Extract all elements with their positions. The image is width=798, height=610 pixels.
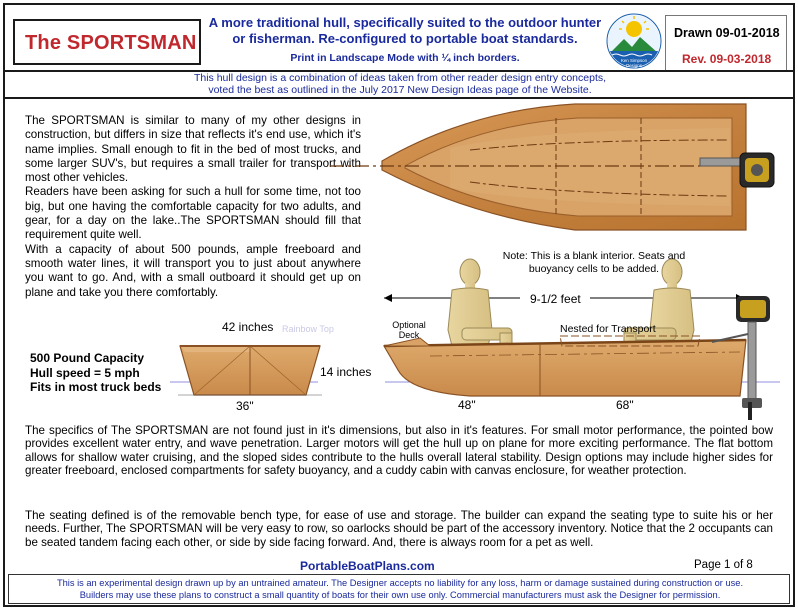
top-view-hull: [330, 104, 774, 230]
disclaimer-line: This is an experimental design drawn up by an untrained amateur. The Designer accepts no liability for any loss, harm or damage sustained during construction or use.: [56, 578, 744, 588]
disclaimer-text: [9, 577, 791, 601]
seating-paragraph: The seating defined is of the removable bench type, for ease of use and storage. The builder can expand the seating type to suite his or her needs. Further, The SPORTSMAN will be very easy to row, so oarlocks should be part of the accessory inventory. Notice that the 2 occupants can be seated tandem facing each other, or side by side facing forward. And, there is always room for a pet as well.: [25, 509, 773, 549]
page-title: The SPORTSMAN: [25, 32, 197, 54]
dim-68-label: 68": [616, 398, 634, 412]
paragraph: The SPORTSMAN is similar to many of my other designs in construction, but differs in size that reflects it's end use, which it's name implies. Small enough to fit in the bed of most trucks, and some larger SUV's, but requires a small trailer for transport with most other vehicles.: [25, 114, 361, 185]
revision-date: Rev. 09-03-2018: [682, 52, 772, 66]
optional-deck-label: Optional Deck: [392, 320, 426, 340]
bottom-width-label: 36": [236, 399, 254, 413]
svg-text:Ken Simpson: Ken Simpson: [620, 58, 648, 63]
depth-label: 14 inches: [320, 365, 372, 379]
fits-label: Fits in most truck beds: [30, 380, 162, 394]
page-number: Page 1 of 8: [694, 559, 753, 571]
capacity-block: [30, 351, 161, 395]
speed-label: Hull speed = 5 mph: [30, 365, 140, 380]
side-view-hull: [384, 259, 770, 420]
header-description: A more traditional hull, specifically suited to the outdoor hunter or fisherman. Re-configured to portable boat standards.: [208, 15, 602, 46]
paragraph: With a capacity of about 500 pounds, ample freeboard and smooth water lines, it will transport you to just about anywhere you want to go. And, with a small outboard it should get up on plane and take you there comfortably.: [25, 242, 361, 299]
dim-48-label: 48": [458, 398, 476, 412]
top-width-label: 42 inches: [222, 320, 274, 334]
nested-label: Nested for Transport: [560, 323, 656, 335]
interior-note: Note: This is a blank interior. Seats and buoyancy cells to be added.: [502, 250, 686, 275]
print-note: Print in Landscape Mode with ¼ inch borders.: [290, 52, 520, 64]
capacity-label: 500 Pound Capacity: [30, 351, 145, 365]
length-label: 9-1/2 feet: [530, 292, 581, 306]
svg-text:Designs: Designs: [626, 63, 642, 68]
paragraph: Readers have been asking for such a hull for some time, not too big, but one having the comfortable capacity for two adults, and gear, for a day on the lake..The SPORTSMAN should fill that requirement quite well.: [25, 185, 361, 242]
end-view-hull: [180, 346, 320, 395]
disclaimer-line: Builders may use these plans to construct a small quantity of boats for their own use only. Commercial manufacturers must ask the Designer for permission.: [79, 590, 721, 600]
drawn-date: Drawn 09-01-2018: [674, 26, 780, 40]
intro-text: This hull design is a combination of ideas taken from other reader design entry concepts, voted the best as outlined in the July 2017 New Design Ideas page of the Website.: [193, 72, 607, 96]
faint-label: Rainbow Top: [282, 324, 334, 334]
website-link[interactable]: PortableBoatPlans.com: [300, 559, 435, 573]
features-paragraph: The specifics of The SPORTSMAN are not found just in it's dimensions, but also in it's features. For small motor performance, the pointed bow provides excellent water entry, and wave penetration. Larger motors will get the hull up on plane for more exciting performance. The flat bottom allows for shallow water cruising, and the sloped sides contribute to the hulls overall lateral stability. Design options may include higher sides for greater freeboard, enclosed compartments for safety buoyancy, and a cuddy cabin with canvas enclosure, for weather protection.: [25, 424, 773, 478]
disclaimer-box: [8, 574, 790, 604]
